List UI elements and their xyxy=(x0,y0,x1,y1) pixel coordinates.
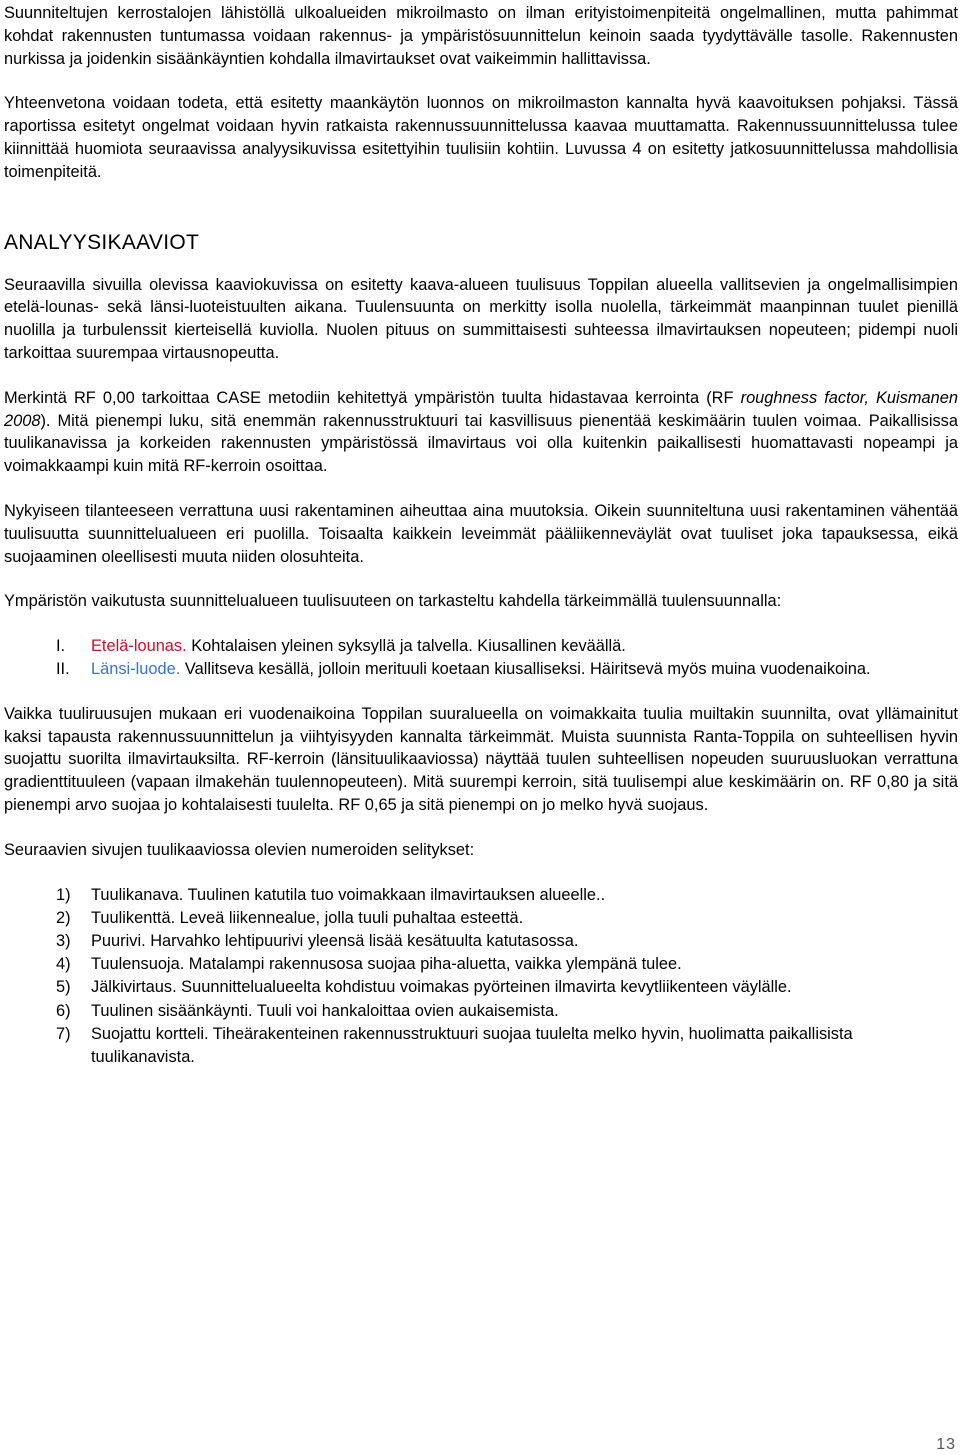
direction-name-southwest: Etelä-lounas. xyxy=(91,637,187,656)
list-marker: 2) xyxy=(56,908,71,927)
list-marker: 7) xyxy=(56,1024,71,1043)
list-item xyxy=(4,976,958,999)
wind-direction-list xyxy=(4,635,958,681)
direction-description: Kohtalaisen yleinen syksyllä ja talvella. Kiusallinen keväällä. xyxy=(186,637,626,656)
paragraph-diagram-explanation: Seuraavilla sivuilla olevissa kaaviokuvissa on esitetty kaava-alueen tuulisuus Toppilan alueella vallitsevien ja ongelmallisimpien etelä-lounas- sekä länsi-luoteistuulten aikana. Tuulensuunta on merkitty isolla nuolella, tärkeimmät maanpinnan tuulet pienillä nuolilla ja turbulenssit kierteisellä kuviolla. Nuolen pituus on summittaisesti suhteessa ilmavirtauksen nopeuteen; pidempi nuoli tarkoittaa suurempaa virtausnopeutta. xyxy=(4,275,958,362)
page-number: 13 xyxy=(936,1436,956,1453)
rf-text-after: ). Mitä pienempi luku, sitä enemmän rakennusstruktuuri tai kasvillisuus pienentää keskimäärin tuulen voimaa. Paikallisissa tuulikanavissa ja korkeiden rakennusten ympäristössä ilmavirtaus voi olla kuitenkin paikallisesti huomattavasti nopeampi ja voimakkaampi kuin mitä RF-kerroin osoittaa. xyxy=(4,411,958,476)
rf-text-before: Merkintä RF 0,00 tarkoittaa CASE metodiin kehitettyä ympäristön tuulta hidastavaa kerrointa (RF xyxy=(4,388,741,407)
list-item xyxy=(4,907,958,930)
list-marker: 6) xyxy=(56,1001,71,1020)
list-marker: 3) xyxy=(56,931,71,950)
paragraph-rf-definition xyxy=(4,387,958,478)
list-item-text: Jälkivirtaus. Suunnittelualueelta kohdistuu voimakas pyörteinen ilmavirta kevytliikenteen väylälle. xyxy=(91,978,792,997)
list-item-text: Puurivi. Harvahko lehtipuurivi yleensä lisää kesätuulta katutasossa. xyxy=(91,931,579,950)
paragraph-new-construction: Nykyiseen tilanteeseen verrattuna uusi rakentaminen aiheuttaa aina muutoksia. Oikein suunniteltuna uusi rakentaminen vähentää tuulisuutta suunnittelualueen eri puolilla. Toisaalta kaikkein leveimmät pääliikenneväylät ovat tuuliset joka tapauksessa, eikä suojaaminen oleellisesti muuta niiden olosuhteita. xyxy=(4,501,958,566)
list-item-text: Tuulikenttä. Leveä liikennealue, jolla tuuli puhaltaa esteettä. xyxy=(91,908,524,927)
direction-name-northwest: Länsi-luode. xyxy=(91,659,181,678)
list-item-text: Tuulikanava. Tuulinen katutila tuo voimakkaan ilmavirtauksen alueelle.. xyxy=(91,885,606,904)
legend-number-list xyxy=(4,884,958,1070)
paragraph-summary: Yhteenvetona voidaan todeta, että esitetty maankäytön luonnos on mikroilmaston kannalta hyvä kaavoituksen pohjaksi. Tässä raportissa esitetyt ongelmat voidaan hyvin ratkaista rakennussuunnittelussa kaavaa muuttamatta. Rakennussuunnittelussa tulee kiinnittää huomiota seuraavissa analyysikuvissa esitettyihin tuulisiin kohtiin. Luvussa 4 on esitetty jatkosuunnittelussa mahdollisia toimenpiteitä. xyxy=(4,94,958,181)
list-marker: 5) xyxy=(56,978,71,997)
list-item xyxy=(4,1023,958,1069)
list-marker: 1) xyxy=(56,885,71,904)
rf-citation: roughness factor, Kuismanen 2008 xyxy=(4,388,958,430)
paragraph-wind-directions-intro: Ympäristön vaikutusta suunnittelualueen tuulisuuteen on tarkasteltu kahdella tärkeimmällä tuulensuunnalla: xyxy=(4,592,782,611)
list-item xyxy=(4,930,958,953)
list-item-text: Suojattu kortteli. Tiheärakenteinen rakennusstruktuuri suojaa tuulelta melko hyvin, huolimatta paikallisista tuulikanavista. xyxy=(91,1024,853,1066)
list-item-direction-northwest xyxy=(4,658,958,681)
list-item-direction-southwest xyxy=(4,635,958,658)
paragraph-wind-roses: Vaikka tuuliruusujen mukaan eri vuodenaikoina Toppilan suuralueella on voimakkaita tuulia muiltakin suunnilta, ovat yllämainitut kaksi tapausta rakennussuunnittelun ja viihtyisyyden kannalta tärkeimmät. Muista suunnista Ranta-Toppila on suhteellisen hyvin suojattu suorilta ilmavirtauksilta. RF-kerroin (länsituulikaaviossa) näyttää tuulen suhteellisen nopeuden suuruusluokan verrattuna gradienttituuleen (vapaan ilmakehän tuulennopeuteen). Mitä suurempi kerroin, sitä tuulisempi alue keskimäärin on. RF 0,80 ja sitä pienempi arvo suojaa jo kohtalaisesti tuulelta. RF 0,65 ja sitä pienempi on jo melko hyvä suojaus. xyxy=(4,704,958,814)
paragraph-legend-intro: Seuraavien sivujen tuulikaaviossa olevien numeroiden selitykset: xyxy=(4,840,475,859)
list-marker: II. xyxy=(56,659,70,678)
list-item xyxy=(4,884,958,907)
list-item-text: Tuulinen sisäänkäynti. Tuuli voi hankaloittaa ovien aukaisemista. xyxy=(91,1001,559,1020)
list-item xyxy=(4,953,958,976)
list-item-text: Tuulensuoja. Matalampi rakennusosa suojaa piha-aluetta, vaikka ylempänä tulee. xyxy=(91,955,682,974)
list-item xyxy=(4,1000,958,1023)
list-marker: 4) xyxy=(56,955,71,974)
direction-description: Vallitseva kesällä, jolloin merituuli koetaan kiusalliseksi. Häiritsevä myös muina vuodenaikoina. xyxy=(180,659,871,678)
paragraph-microclimate-intro: Suunniteltujen kerrostalojen lähistöllä ulkoalueiden mikroilmasto on ilman erityistoimenpiteitä ongelmallinen, mutta pahimmat kohdat rakennusten tuntumassa voidaan rakennus- ja ympäristösuunnittelun keinoin saada tyydyttävälle tasolle. Rakennusten nurkissa ja joidenkin sisäänkäyntien kohdalla ilmavirtaukset ovat vaikeimmin hallittavissa. xyxy=(4,4,958,68)
list-marker: I. xyxy=(56,637,66,656)
document-page xyxy=(4,0,958,1069)
section-heading-analyysikaaviot: ANALYYSIKAAVIOT xyxy=(4,230,200,254)
